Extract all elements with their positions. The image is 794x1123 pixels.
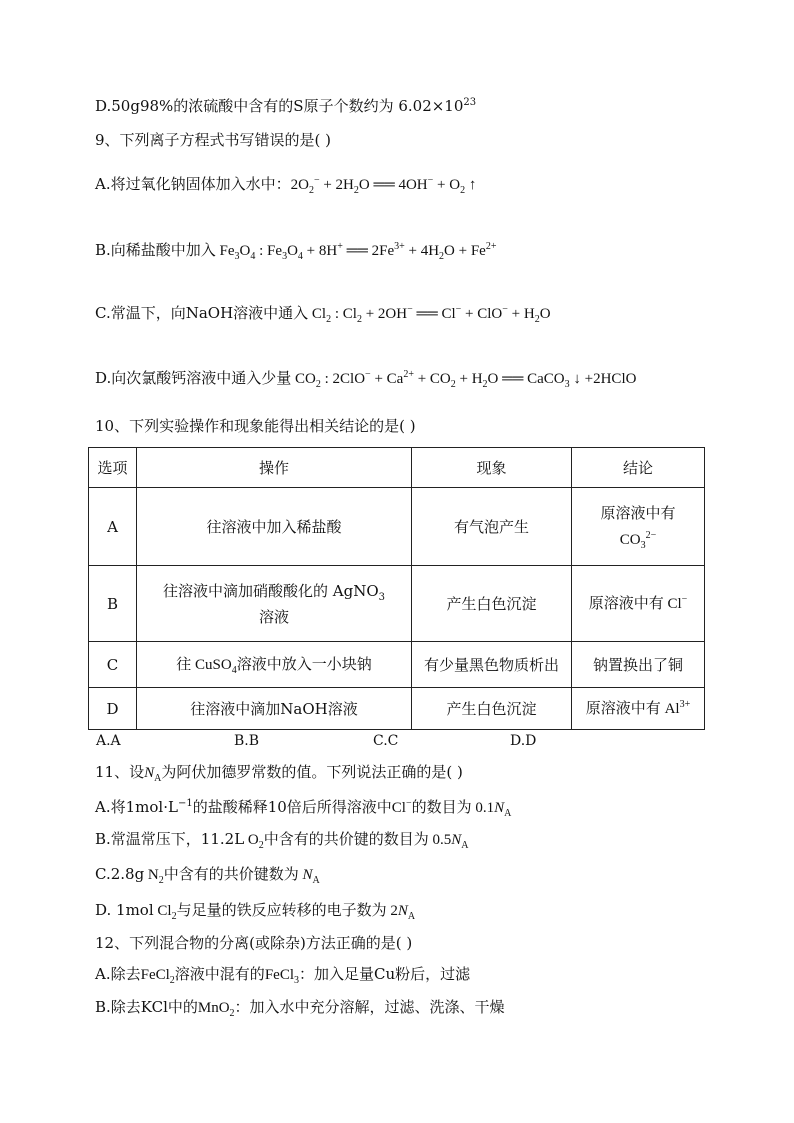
cell-phenomenon: 有气泡产生: [412, 488, 572, 566]
cell-option: C: [89, 642, 137, 688]
q11-option-d: D. 1mol $Cl_2$与足量的铁反应转移的电子数为 $2N_A$: [95, 901, 416, 922]
cell-option: A: [89, 488, 137, 566]
cell-conclusion: 原溶液中有 $Al^{3+}$: [572, 688, 705, 730]
cell-phenomenon: 产生白色沉淀: [412, 566, 572, 642]
cell-conclusion: 原溶液中有 Cl−: [572, 566, 705, 642]
header-operation: 操作: [137, 448, 412, 488]
cell-phenomenon: 产生白色沉淀: [412, 688, 572, 730]
cell-operation: 往 CuSO$_4$溶液中放入一小块钠: [137, 642, 412, 688]
q11-option-c: C.2.8g $N_2$中含有的共价键数为 $N_A$: [95, 865, 320, 886]
q9-title: 9、下列离子方程式书写错误的是( ): [95, 131, 332, 149]
experiment-table: [88, 447, 705, 730]
cell-conclusion: 原溶液中有 $CO_3^{2-}$: [572, 488, 705, 566]
q11-title: 11、设$N_A$为阿伏加德罗常数的值。下列说法正确的是( ): [95, 763, 463, 784]
q9-option-c: C.常温下，向NaOH溶液中通入 $Cl_2$ : $Cl_2 + 2OH^-$ ══ $Cl^- + ClO^- + H_2O$: [95, 304, 551, 325]
q11-option-a: A.将$1mol\cdot L^{-1}$的盐酸稀释10倍后所得溶液中Cl−的数目为 $0.1N_A$: [95, 798, 512, 819]
q12-option-b: B.除去KCl中的MnO$_2$：加入水中充分溶解，过滤、洗涤、干燥: [95, 998, 505, 1019]
q9-option-b: B.向稀盐酸中加入 $Fe_3O_4$ : $Fe_3O_4 + 8H^+$ ══ $2Fe^{3+} + 4H_2O + Fe^{2+}$: [95, 241, 497, 262]
header-phenomenon: 现象: [412, 448, 572, 488]
cell-option: B: [89, 566, 137, 642]
answer-c: C.C: [373, 733, 399, 749]
q10-title: 10、下列实验操作和现象能得出相关结论的是( ): [95, 417, 416, 435]
q9-option-d: D.向次氯酸钙溶液中通入少量 $CO_2$ : $2ClO^- + Ca^{2+} + CO_2 + H_2O$ ══ CaCO$_3$ ↓ +2HClO: [95, 369, 637, 390]
header-option: 选项: [89, 448, 137, 488]
answer-d: D.D: [510, 733, 537, 749]
cell-conclusion: 钠置换出了铜: [572, 642, 705, 688]
header-conclusion: 结论: [572, 448, 705, 488]
q11-option-b: B.常温常压下，11.2L $O_2$中含有的共价键的数目为 $0.5N_A$: [95, 830, 469, 851]
q12-title: 12、下列混合物的分离(或除杂)方法正确的是( ): [95, 934, 413, 952]
table-row: [89, 566, 705, 642]
table-row: [89, 488, 705, 566]
cell-option: D: [89, 688, 137, 730]
table-row: [89, 688, 705, 730]
table-row: [89, 642, 705, 688]
q9-option-a: A.将过氧化钠固体加入水中：$2O_2^- + 2H_2O$ ══ $4OH^- + O_2$ ↑: [95, 175, 477, 196]
cell-operation: 往溶液中加入稀盐酸: [137, 488, 412, 566]
cell-operation: 往溶液中滴加NaOH溶液: [137, 688, 412, 730]
cell-operation: 往溶液中滴加硝酸酸化的 AgNO$_3$ 溶液: [137, 566, 412, 642]
cell-phenomenon: 有少量黑色物质析出: [412, 642, 572, 688]
answer-a: A.A: [96, 733, 121, 749]
q12-option-a: A.除去FeCl$_2$溶液中混有的FeCl$_3$：加入足量Cu粉后，过滤: [95, 965, 471, 986]
q8-option-d: D.50g98%的浓硫酸中含有的S原子个数约为 $6.02\times 10^{23}$: [95, 97, 477, 115]
answer-b: B.B: [234, 733, 260, 749]
